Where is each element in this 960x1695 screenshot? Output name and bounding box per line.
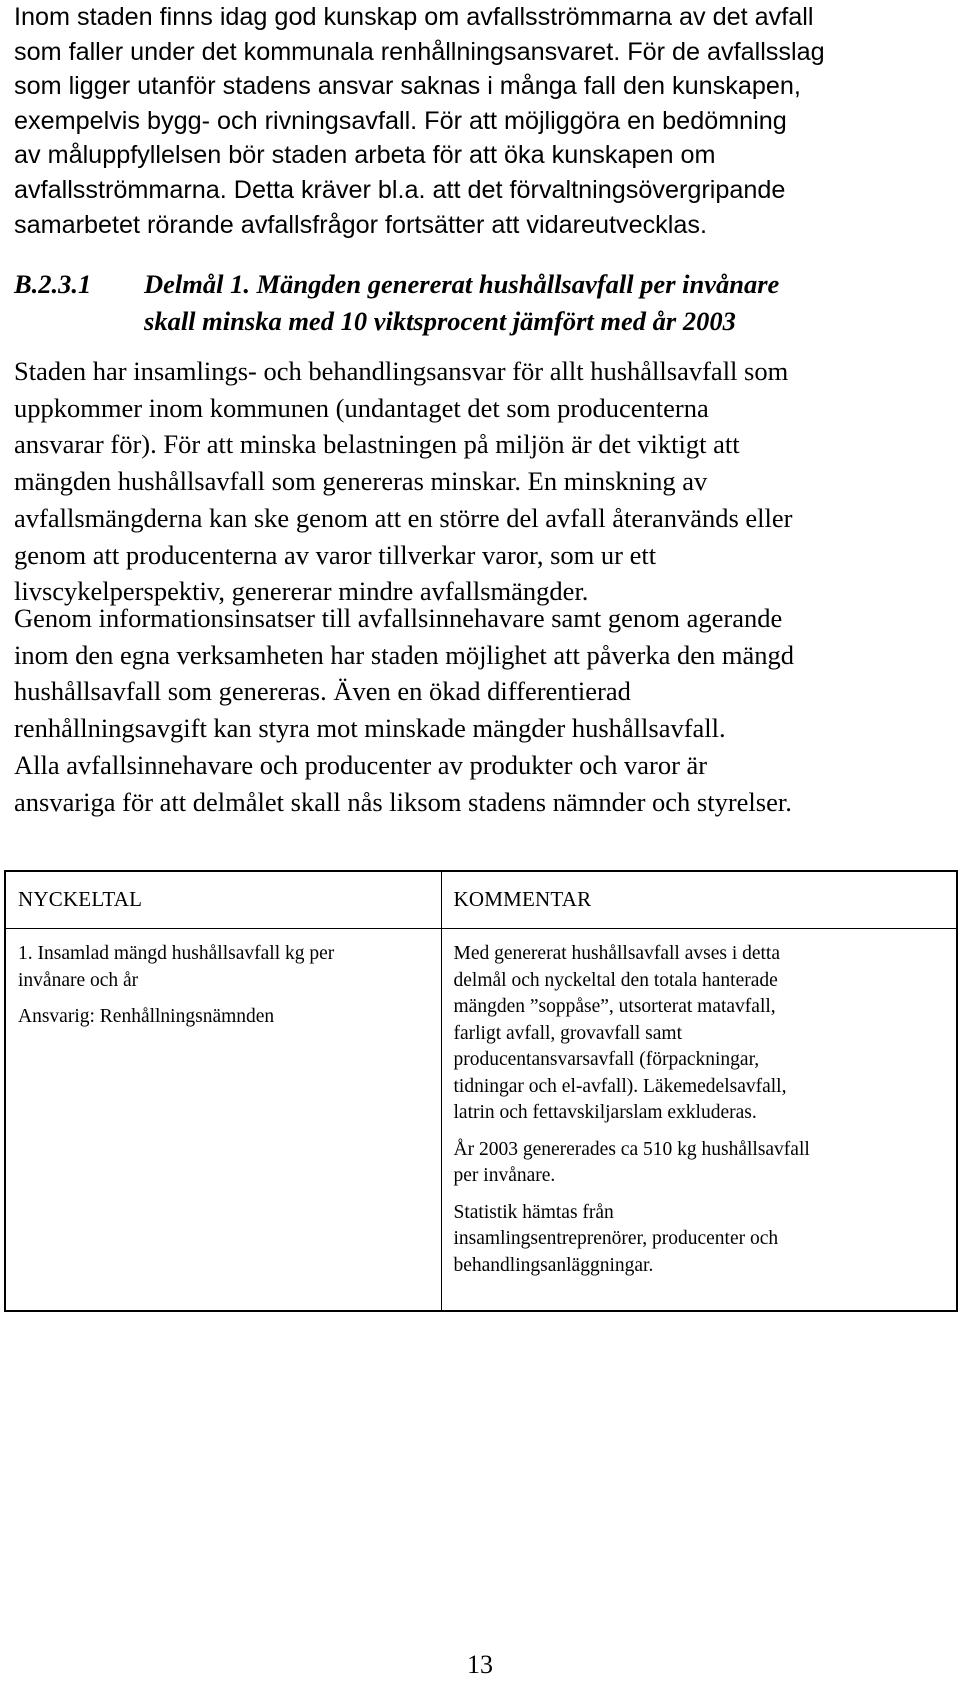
paragraph-line: renhållningsavgift kan styra mot minskade mängder hushållsavfall. [14, 713, 726, 744]
paragraph-line: Genom informationsinsatser till avfallsinnehavare samt genom agerande [14, 603, 783, 633]
nyckeltal-cell [5, 929, 441, 1312]
cell-line: farligt avfall, grovavfall samt [453, 1022, 682, 1044]
cell-line: Statistik hämtas från [453, 1201, 614, 1223]
cell-line: 1. Insamlad mängd hushållsavfall kg per [18, 943, 335, 964]
cell-line: behandlingsanläggningar. [453, 1254, 654, 1276]
cell-line: År 2003 genererades ca 510 kg hushållsavfall [453, 1138, 810, 1160]
header-nyckeltal: NYCKELTAL [5, 871, 441, 929]
page-number: 13 [467, 1650, 493, 1679]
comment-source [454, 1200, 957, 1280]
intro-line: Inom staden finns idag god kunskap om avfallsströmmarna av det avfall [14, 3, 814, 31]
comment-definition [454, 941, 957, 1127]
cell-line: latrin och fettavskiljarslam exkluderas. [453, 1102, 757, 1123]
paragraph-line: uppkommer inom kommunen (undantaget det som producenterna [14, 392, 709, 423]
cell-line: per invånare. [453, 1165, 556, 1186]
paragraph-line: Staden har insamlings- och behandlingsansvar för allt hushållsavfall som [14, 356, 789, 386]
intro-line: exempelvis bygg- och rivningsavfall. För att möjliggöra en bedömning [14, 106, 787, 135]
paragraph-line: inom den egna verksamheten har staden möjlighet att påverka den mängd [14, 639, 795, 670]
table-row [5, 929, 957, 1312]
paragraph-line: mängden hushållsavfall som genereras minskar. En minskning av [14, 466, 708, 497]
body-paragraph-2 [14, 600, 954, 747]
body-paragraph-3 [14, 747, 954, 820]
section-title [144, 266, 779, 339]
comment-baseline [454, 1137, 957, 1190]
intro-line: som faller under det kommunala renhållningsansvaret. För de avfallsslag [14, 37, 825, 66]
cell-line: invånare och år [18, 969, 139, 991]
cell-line: insamlingsentreprenörer, producenter och [453, 1228, 779, 1249]
paragraph-line: hushållsavfall som genereras. Även en ökad differentierad [14, 676, 631, 707]
paragraph-line: ansvariga för att delmålet skall nås liksom stadens nämnder och styrelser. [14, 786, 792, 817]
cell-line: producentansvarsavfall (förpackningar, [453, 1049, 760, 1070]
body-paragraph-1 [14, 353, 954, 610]
cell-line: tidningar och el-avfall). Läkemedelsavfall, [453, 1075, 787, 1097]
paragraph-line: Alla avfallsinnehavare och producenter av produkter och varor är [14, 750, 708, 780]
intro-line: avfallsströmmarna. Detta kräver bl.a. att det förvaltningsövergripande [14, 175, 786, 204]
cell-line: delmål och nyckeltal den totala hanterade [453, 969, 778, 991]
intro-line: av måluppfyllelsen bör staden arbeta för att öka kunskapen om [14, 141, 716, 170]
section-number: B.2.3.1 [14, 269, 92, 299]
paragraph-line: livscykelperspektiv, genererar mindre avfallsmängder. [14, 576, 589, 607]
intro-line: samarbetet rörande avfallsfrågor fortsätter att vidareutvecklas. [14, 210, 707, 239]
header-kommentar: KOMMENTAR [441, 871, 957, 929]
intro-paragraph [14, 0, 946, 242]
indicator-text [18, 941, 441, 994]
section-title-line: skall minska med 10 viktsprocent jämfört med år 2003 [144, 305, 736, 336]
cell-line: Med genererat hushållsavfall avses i detta [453, 943, 781, 964]
cell-line: mängden ”soppåse”, utsorterat matavfall, [453, 996, 776, 1017]
section-title-line: Delmål 1. Mängden genererat hushållsavfall per invånare [144, 269, 780, 299]
kommentar-cell [441, 929, 957, 1312]
paragraph-line: ansvarar för). För att minska belastningen på miljön är det viktigt att [14, 429, 740, 460]
cell-line: Ansvarig: Renhållningsnämnden [18, 1006, 275, 1027]
paragraph-line: genom att producenterna av varor tillverkar varor, som ur ett [14, 539, 657, 570]
responsible-text [18, 1004, 441, 1031]
table-header-row [5, 871, 957, 929]
intro-line: som ligger utanför stadens ansvar saknas i många fall den kunskapen, [14, 72, 801, 101]
kpi-table [4, 870, 958, 1312]
paragraph-line: avfallsmängderna kan ske genom att en större del avfall återanvänds eller [14, 502, 793, 533]
